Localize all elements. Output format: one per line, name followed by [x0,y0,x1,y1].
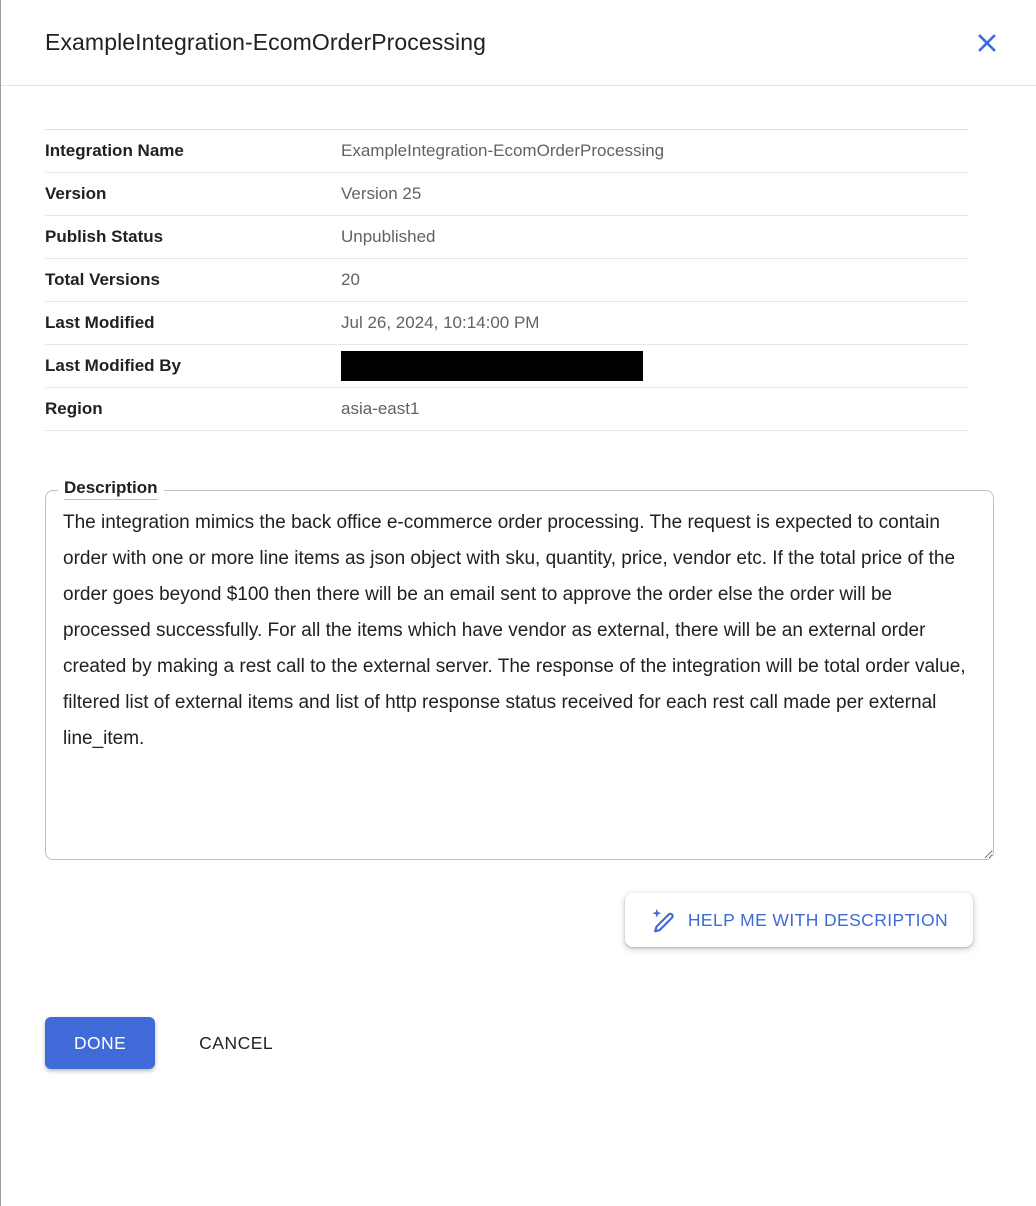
detail-value: ExampleIntegration-EcomOrderProcessing [341,141,665,160]
detail-label: Total Versions [45,270,160,289]
detail-label: Publish Status [45,227,164,246]
description-textarea[interactable] [45,490,994,860]
detail-label: Region [45,399,103,418]
detail-value: Version 25 [341,184,422,203]
table-row [45,216,968,259]
done-button[interactable]: DONE [45,1017,155,1069]
detail-label: Version [45,184,107,203]
cancel-button[interactable]: CANCEL [197,1023,275,1064]
dialog-content [1,129,1036,1069]
redaction-box [341,351,643,381]
table-row [45,302,968,345]
detail-value [341,351,643,381]
dialog-title: ExampleIntegration-EcomOrderProcessing [45,29,486,55]
details-table [45,129,968,431]
close-button[interactable] [972,28,1002,58]
table-row [45,345,968,388]
detail-label: Last Modified [45,313,155,332]
close-icon [974,30,1000,56]
table-row [45,173,968,216]
description-label: Description [58,478,164,498]
description-field [45,478,994,860]
table-row [45,388,968,431]
help-button-label: HELP ME WITH DESCRIPTION [687,909,948,930]
detail-label: Integration Name [45,141,184,160]
help-me-with-description-button[interactable] [625,893,973,947]
table-row [45,130,968,173]
dialog-header [1,0,1036,86]
help-row [45,893,992,947]
detail-value: 20 [341,270,360,289]
magic-pencil-icon [650,907,677,934]
detail-value: Unpublished [341,227,436,246]
table-row [45,259,968,302]
detail-value: asia-east1 [341,399,420,418]
detail-value: Jul 26, 2024, 10:14:00 PM [341,313,540,332]
actions-row [45,1017,992,1069]
detail-label: Last Modified By [45,356,182,375]
